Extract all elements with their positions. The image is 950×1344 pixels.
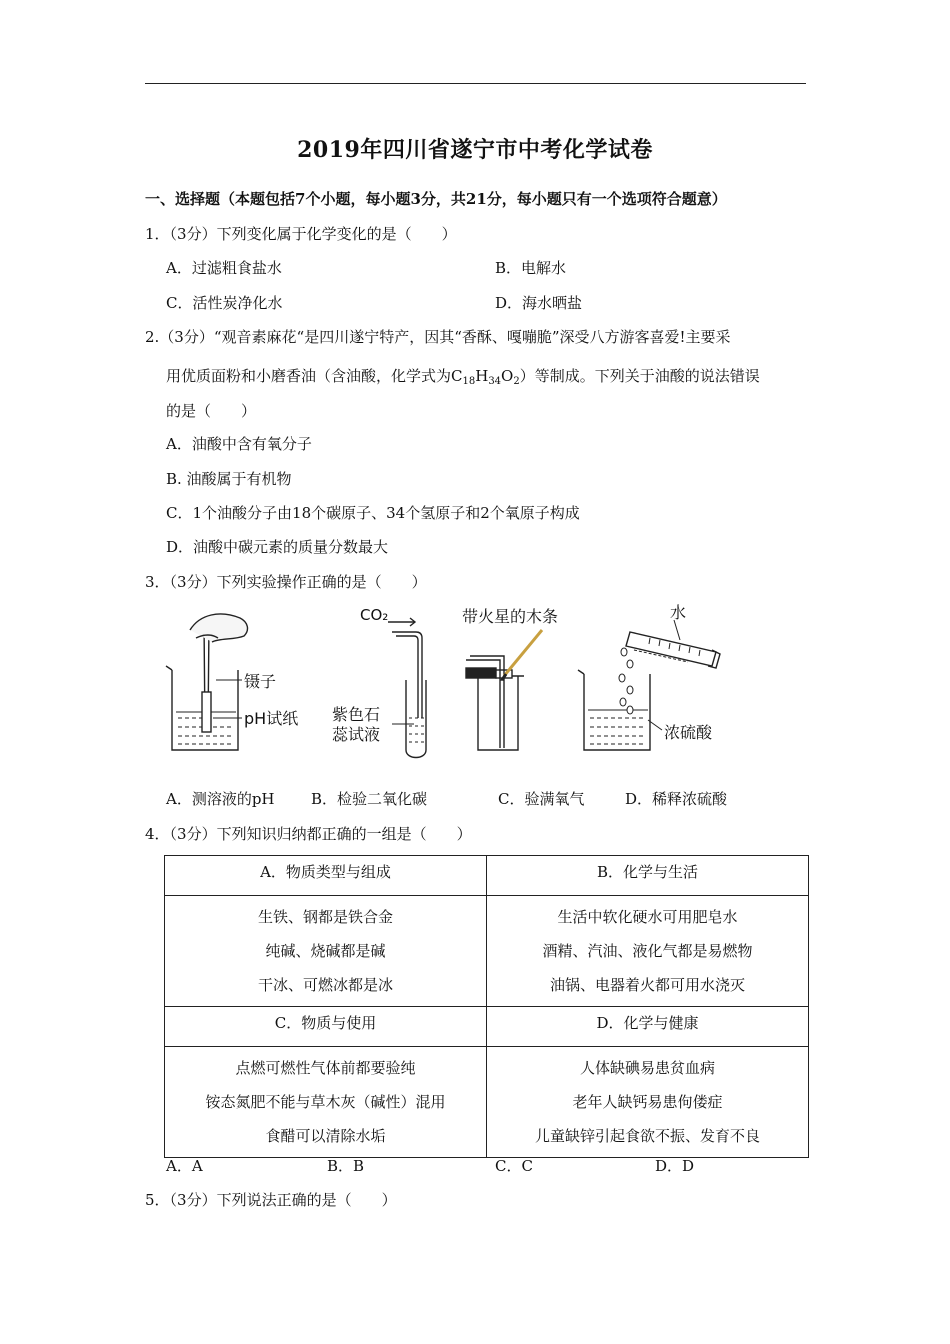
label-ph-paper: pH试纸	[244, 709, 299, 728]
q2-option-d: D．油酸中碳元素的质量分数最大	[166, 538, 389, 556]
q3-figures	[160, 600, 760, 770]
table-item: 酒精、汽油、液化气都是易燃物	[542, 942, 753, 960]
table-item: 铵态氮肥不能与草木灰（碱性）混用	[205, 1093, 446, 1111]
table-cell-a	[165, 896, 487, 1007]
table-item: 人体缺碘易患贫血病	[579, 1059, 715, 1077]
label-co2: CO₂	[360, 606, 389, 624]
figure-c-oxygen-test	[466, 630, 542, 750]
q3-stem: 3．（3分）下列实验操作正确的是（ ）	[145, 573, 427, 591]
table-cell-d	[487, 1047, 809, 1158]
exam-title: 2019年四川省遂宁市中考化学试卷	[297, 137, 653, 163]
q2-text: 用优质面粉和小磨香油（含油酸，化学式为C	[166, 367, 463, 385]
table-header-a: A．物质类型与组成	[165, 856, 487, 896]
table-item: 生铁、钢都是铁合金	[257, 908, 393, 926]
q3-option-b: B．检验二氧化碳	[311, 790, 428, 808]
table-cell-b	[487, 896, 809, 1007]
q4-option-c: C．C	[495, 1157, 533, 1175]
table-header-c: C．物质与使用	[165, 1007, 487, 1047]
label-splint: 带火星的木条	[462, 607, 559, 626]
table-item: 油锅、电器着火都可用水浇灭	[549, 976, 745, 994]
table-cell-c	[165, 1047, 487, 1158]
q1-stem: 1．（3分）下列变化属于化学变化的是（ ）	[145, 225, 457, 243]
q1-option-a: A．过滤粗食盐水	[166, 259, 282, 277]
q4-option-a: A．A	[166, 1157, 203, 1175]
header-rule	[145, 83, 806, 84]
table-item: 干冰、可燃冰都是冰	[257, 976, 393, 994]
figure-b-co2-test	[388, 618, 426, 758]
q2-option-c: C．1个油酸分子由18个碳原子、34个氢原子和2个氧原子构成	[166, 504, 580, 522]
q2-option-a: A．油酸中含有氧分子	[166, 435, 312, 453]
water-drops	[619, 648, 633, 714]
knowledge-table	[164, 855, 809, 1158]
q3-option-c: C．验满氧气	[498, 790, 585, 808]
section-heading: 一、选择题（本题包括7个小题，每小题3分，共21分，每小题只有一个选项符合题意）	[145, 190, 727, 208]
label-water: 水	[670, 603, 687, 622]
q1-option-b: B．电解水	[495, 259, 567, 277]
formula-element: H	[475, 367, 489, 385]
label-tweezers: 镊子	[244, 672, 277, 691]
q4-option-b: B．B	[327, 1157, 365, 1175]
label-acid: 浓硫酸	[664, 723, 713, 742]
q5-stem: 5．（3分）下列说法正确的是（ ）	[145, 1191, 397, 1209]
table-item: 点燃可燃性气体前都要验纯	[235, 1059, 416, 1077]
formula-subscript: 34	[488, 376, 502, 387]
q1-option-c: C．活性炭净化水	[166, 294, 283, 312]
table-header-d: D．化学与健康	[487, 1007, 809, 1047]
q2-option-b: B. 油酸属于有机物	[166, 470, 292, 488]
formula-subscript: 18	[462, 376, 476, 387]
q4-stem: 4．（3分）下列知识归纳都正确的一组是（ ）	[145, 825, 472, 843]
q1-option-d: D．海水晒盐	[495, 294, 583, 312]
table-item: 儿童缺锌引起食欲不振、发育不良	[534, 1127, 760, 1145]
q2-text: ）等制成。下列关于油酸的说法错误	[519, 367, 760, 385]
q4-option-d: D．D	[655, 1157, 695, 1175]
label-litmus-2: 蕊试液	[332, 725, 381, 744]
q2-stem-line3: 的是（ ）	[166, 402, 257, 420]
label-litmus-1: 紫色石	[332, 705, 381, 724]
formula-element: O	[501, 367, 514, 385]
figure-a-ph-test	[166, 614, 247, 750]
q3-option-d: D．稀释浓硫酸	[625, 790, 728, 808]
q3-option-a: A．测溶液的pH	[166, 790, 275, 808]
table-item: 生活中软化硬水可用肥皂水	[557, 908, 738, 926]
table-item: 食醋可以清除水垢	[265, 1127, 386, 1145]
q2-stem-line2	[166, 366, 760, 392]
q2-stem-line1: 2.（3分）“观音素麻花“是四川遂宁特产，因其“香酥、嘎嘣脆”深受八方游客喜爱!主要采	[145, 328, 731, 346]
table-item: 纯碱、烧碱都是碱	[265, 942, 386, 960]
table-item: 老年人缺钙易患佝偻症	[572, 1093, 723, 1111]
table-header-b: B．化学与生活	[487, 856, 809, 896]
formula-subscript: 2	[513, 376, 520, 387]
